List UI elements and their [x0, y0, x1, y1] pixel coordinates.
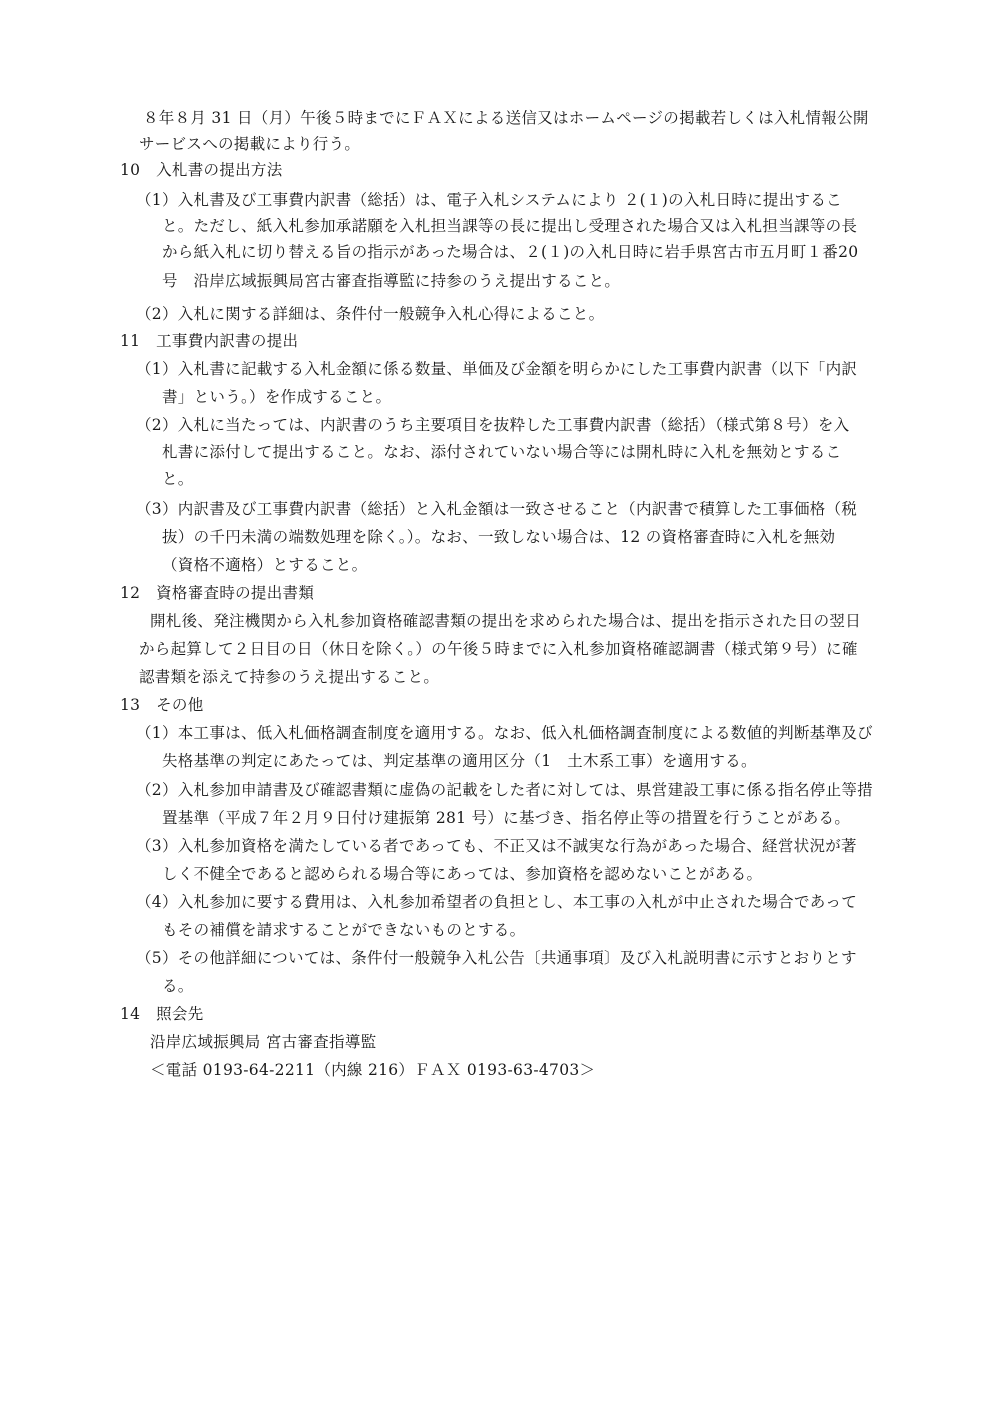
section-13-item-1-line: 失格基準の判定にあたっては、判定基準の適用区分（1 土木系工事）を適用する。: [162, 752, 757, 770]
section-13-item-3-line: （3）入札参加資格を満たしている者であっても、不正又は不誠実な行為があった場合、経営状況が著: [136, 837, 857, 855]
section-10-heading: 10 入札書の提出方法: [120, 161, 283, 179]
section-12-body-line: 認書類を添えて持参のうえ提出すること。: [139, 668, 440, 686]
section-13-item-4-line: （4）入札参加に要する費用は、入札参加希望者の負担とし、本工事の入札が中止された場合であって: [136, 893, 858, 911]
contact-organization: 沿岸広域振興局 宮古審査指導監: [150, 1033, 377, 1051]
section-11-item-3-line: 抜）の千円未満の端数処理を除く。）。なお、一致しない場合は、12 の資格審査時に入札を無効: [162, 528, 836, 546]
section-12-body-line: 開札後、発注機関から入札参加資格確認書類の提出を求められた場合は、提出を指示された日の翌日: [150, 612, 862, 630]
section-10-item-1-line: 号 沿岸広域振興局宮古審査指導監に持参のうえ提出すること。: [162, 272, 621, 290]
section-11-item-2-line: 札書に添付して提出すること。なお、添付されていない場合等には開札時に入札を無効とするこ: [162, 443, 842, 461]
section-10-item-1-line: （1）入札書及び工事費内訳書（総括）は、電子入札システムにより ２(１)の入札日時に提出するこ: [136, 191, 842, 209]
section-13-item-4-line: もその補償を請求することができないものとする。: [162, 921, 526, 939]
section-13-item-3-line: しく不健全であると認められる場合等にあっては、参加資格を認めないことがある。: [162, 865, 763, 883]
section-10-item-1-line: と。ただし、紙入札参加承諾願を入札担当課等の長に提出し受理された場合又は入札担当課等の長: [162, 217, 858, 235]
section-13-item-2-line: （2）入札参加申請書及び確認書類に虚偽の記載をした者に対しては、県営建設工事に係る指名停止等措: [136, 781, 873, 799]
section-13-item-5-line: （5）その他詳細については、条件付一般競争入札公告〔共通事項〕及び入札説明書に示すとおりとす: [136, 949, 857, 967]
section-10-item-2: （2）入札に関する詳細は、条件付一般競争入札心得によること。: [136, 305, 605, 323]
section-14-heading: 14 照会先: [120, 1005, 204, 1023]
section-11-item-2-line: （2）入札に当たっては、内訳書のうち主要項目を抜粋した工事費内訳書（総括）（様式第８号）を入: [136, 416, 850, 434]
section-11-item-2-line: と。: [162, 470, 194, 488]
section-11-item-3-line: （3）内訳書及び工事費内訳書（総括）と入札金額は一致させること（内訳書で積算した工事価格（税: [136, 500, 858, 518]
section-13-item-1-line: （1）本工事は、低入札価格調査制度を適用する。なお、低入札価格調査制度による数値的判断基準及び: [136, 724, 873, 742]
section-13-heading: 13 その他: [120, 696, 204, 714]
section-12-body-line: から起算して２日目の日（休日を除く。）の午後５時までに入札参加資格確認調書（様式第９号）に確: [139, 640, 858, 658]
continuation-line: サービスへの掲載により行う。: [139, 135, 361, 153]
section-11-item-3-line: （資格不適格）とすること。: [162, 556, 368, 574]
contact-phone-fax: ＜電話 0193-64-2211（内線 216）ＦＡＸ 0193-63-4703＞: [150, 1061, 596, 1079]
section-11-item-1-line: 書」という。）を作成すること。: [162, 388, 392, 406]
section-13-item-2-line: 置基準（平成７年２月９日付け建振第 281 号）に基づき、指名停止等の措置を行うことがある。: [162, 809, 851, 827]
continuation-line: ８年８月 31 日（月）午後５時までにＦＡＸによる送信又はホームページの掲載若しくは入札情報公開: [143, 109, 869, 127]
section-13-item-5-line: る。: [162, 977, 194, 995]
section-11-item-1-line: （1）入札書に記載する入札金額に係る数量、単価及び金額を明らかにした工事費内訳書（以下「内訳: [136, 360, 858, 378]
section-12-heading: 12 資格審査時の提出書類: [120, 584, 315, 602]
section-11-heading: 11 工事費内訳書の提出: [120, 332, 299, 350]
section-10-item-1-line: から紙入札に切り替える旨の指示があった場合は、２(１)の入札日時に岩手県宮古市五月町１番20: [162, 243, 859, 261]
